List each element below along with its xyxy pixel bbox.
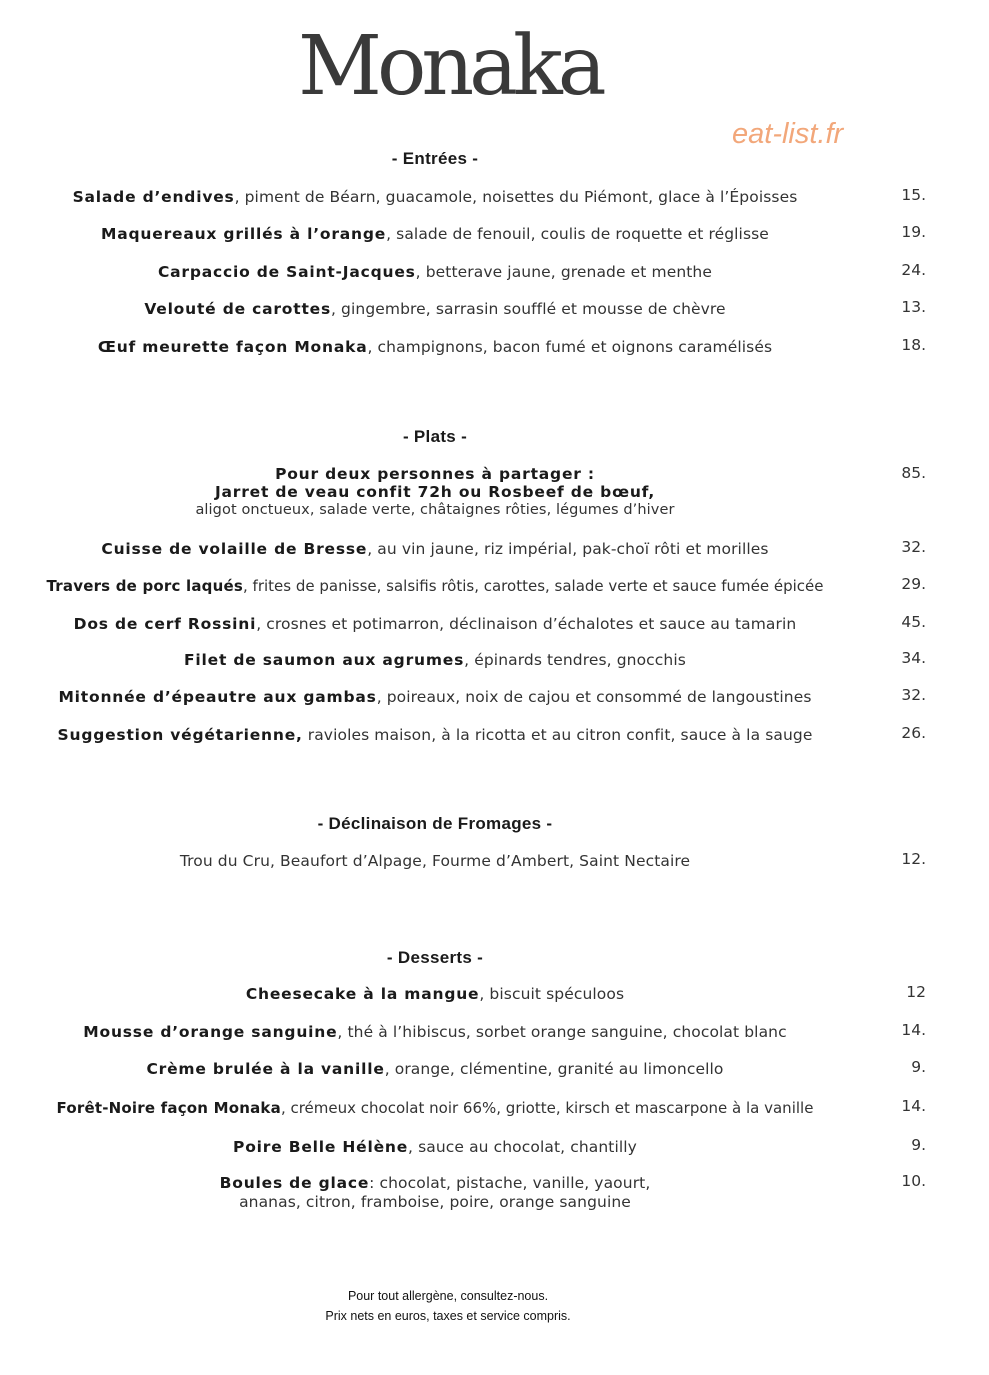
dish-name: Boules de glace <box>219 1174 370 1192</box>
dish-description: , gingembre, sarrasin soufflé et mousse de chèvre <box>331 300 726 318</box>
menu-item <box>0 1060 870 1079</box>
menu-item <box>0 263 870 282</box>
dish-name: Salade d’endives <box>72 188 235 206</box>
dish-description: ravioles maison, à la ricotta et au citron confit, sauce à la sauge <box>302 726 813 744</box>
dish-price: 12 <box>906 983 926 1001</box>
dish-price: 19. <box>901 223 926 241</box>
dish-description: , thé à l’hibiscus, sorbet orange sanguine, chocolat blanc <box>337 1023 787 1041</box>
dish-description: , betterave jaune, grenade et menthe <box>415 263 712 281</box>
dish-price: 10. <box>901 1172 926 1190</box>
section-title-entrees: - Entrées - <box>391 149 479 168</box>
dish-price: 32. <box>901 686 926 704</box>
section-title-fromages: - Déclinaison de Fromages - <box>317 814 553 833</box>
dish-price: 9. <box>911 1136 926 1154</box>
dish-price: 32. <box>901 538 926 556</box>
dish-description: , crosnes et potimarron, déclinaison d’échalotes et sauce au tamarin <box>256 615 797 633</box>
menu-item <box>0 540 870 559</box>
dish-price: 9. <box>911 1058 926 1076</box>
dish-description: , au vin jaune, riz impérial, pak-choï rôti et morilles <box>367 540 769 558</box>
dish-name-line2: Jarret de veau confit 72h ou Rosbeef de bœuf, <box>214 482 656 501</box>
dish-name: Carpaccio de Saint-Jacques <box>157 263 416 281</box>
dish-name: Cuisse de volaille de Bresse <box>101 540 368 558</box>
dish-description: , sauce au chocolat, chantilly <box>408 1138 637 1156</box>
dish-description: , piment de Béarn, guacamole, noisettes du Piémont, glace à l’Époisses <box>234 188 798 206</box>
dish-price: 34. <box>901 649 926 667</box>
dish-description: , poireaux, noix de cajou et consommé de langoustines <box>376 688 812 706</box>
dish-name: Mitonnée d’épeautre aux gambas <box>58 688 377 706</box>
dish-price: 12. <box>901 850 926 868</box>
section-title-plats: - Plats - <box>402 427 468 446</box>
dish-name: Forêt-Noire façon Monaka <box>56 1099 281 1117</box>
dish-price: 29. <box>901 575 926 593</box>
price-note: Prix nets en euros, taxes et service compris. <box>325 1309 571 1323</box>
dish-description-line2: ananas, citron, framboise, poire, orange sanguine <box>239 1193 631 1212</box>
section-title-desserts: - Desserts - <box>386 948 484 967</box>
menu-item <box>0 1138 870 1157</box>
dish-name: Velouté de carottes <box>144 300 331 318</box>
dish-price: 18. <box>901 336 926 354</box>
dish-name: Pour deux personnes à partager : <box>275 465 595 483</box>
menu-item <box>0 985 870 1004</box>
dish-description: Trou du Cru, Beaufort d’Alpage, Fourme d’Ambert, Saint Nectaire <box>179 852 691 870</box>
dish-description: : chocolat, pistache, vanille, yaourt, <box>369 1174 651 1192</box>
allergen-note: Pour tout allergène, consultez-nous. <box>347 1289 549 1303</box>
dish-price: 45. <box>901 613 926 631</box>
menu-item <box>0 852 870 871</box>
dish-name: Mousse d’orange sanguine <box>83 1023 338 1041</box>
dish-name: Dos de cerf Rossini <box>73 615 257 633</box>
dish-name: Poire Belle Hélène <box>233 1138 409 1156</box>
menu-item <box>0 338 870 357</box>
dish-price: 13. <box>901 298 926 316</box>
dish-description: , salade de fenouil, coulis de roquette et réglisse <box>386 225 769 243</box>
menu-item <box>0 577 870 595</box>
menu-item <box>0 726 870 745</box>
dish-description: , champignons, bacon fumé et oignons caramélisés <box>367 338 773 356</box>
dish-description: , frites de panisse, salsifis rôtis, carottes, salade verte et sauce fumée épicée <box>243 577 824 595</box>
menu-item <box>0 188 870 207</box>
dish-name: Maquereaux grillés à l’orange <box>101 225 387 243</box>
menu-item <box>0 688 870 707</box>
dish-description: , orange, clémentine, granité au limoncello <box>384 1060 724 1078</box>
footer-note <box>0 1286 896 1326</box>
menu-item <box>0 225 870 244</box>
watermark: eat-list.fr <box>732 118 844 150</box>
restaurant-logo: Monaka <box>298 19 602 114</box>
dish-description: , biscuit spéculoos <box>479 985 625 1003</box>
dish-description: aligot onctueux, salade verte, châtaignes rôties, légumes d’hiver <box>195 501 675 518</box>
dish-description: , crémeux chocolat noir 66%, griotte, kirsch et mascarpone à la vanille <box>280 1099 814 1117</box>
dish-name: Filet de saumon aux agrumes <box>184 651 465 669</box>
dish-price: 14. <box>901 1097 926 1115</box>
menu-item <box>0 1099 870 1117</box>
dish-name: Travers de porc laqués <box>46 577 243 595</box>
dish-price: 14. <box>901 1021 926 1039</box>
dish-price: 24. <box>901 261 926 279</box>
menu-item <box>0 651 870 670</box>
dish-price: 26. <box>901 724 926 742</box>
dish-name: Suggestion végétarienne, <box>57 726 303 744</box>
dish-name: Œuf meurette façon Monaka <box>97 338 368 356</box>
dish-price: 85. <box>901 464 926 482</box>
menu-item <box>0 300 870 319</box>
menu-item <box>0 615 870 634</box>
menu-item <box>0 1174 870 1213</box>
dish-price: 15. <box>901 186 926 204</box>
dish-description: , épinards tendres, gnocchis <box>464 651 686 669</box>
menu-item <box>0 1023 870 1042</box>
dish-name: Cheesecake à la mangue <box>245 985 480 1003</box>
menu-item <box>0 466 870 518</box>
dish-name: Crème brulée à la vanille <box>146 1060 385 1078</box>
